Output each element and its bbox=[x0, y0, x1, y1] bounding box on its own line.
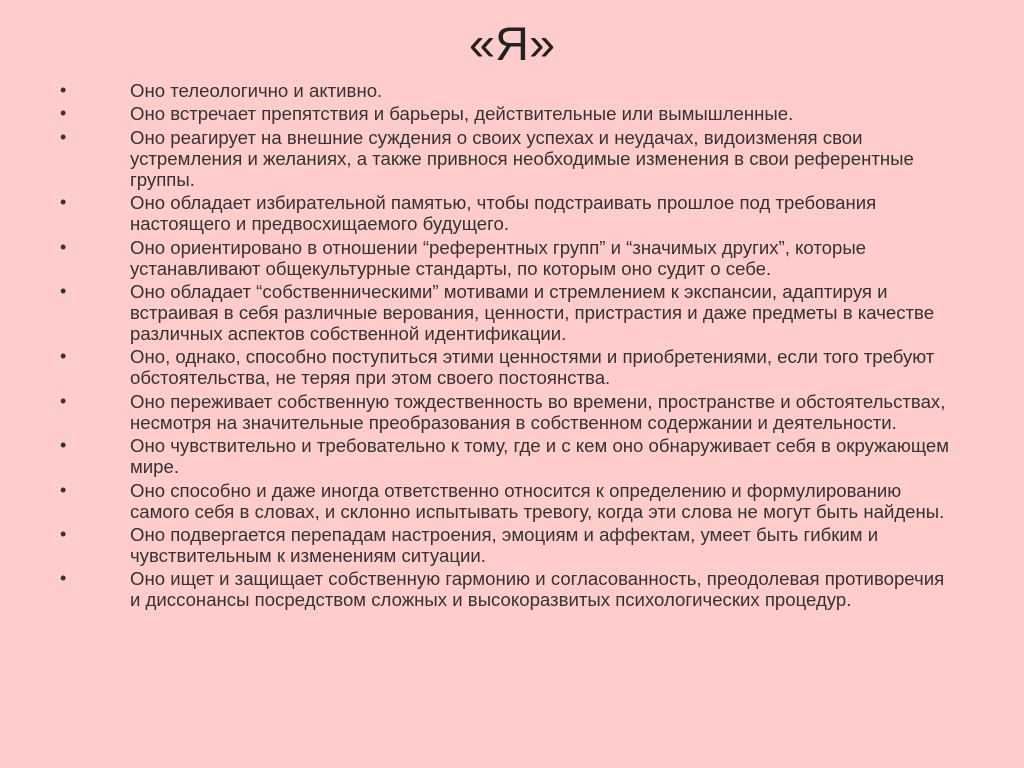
bullet-icon: • bbox=[60, 346, 67, 367]
bullet-icon: • bbox=[60, 126, 67, 147]
bullet-icon: • bbox=[60, 192, 67, 213]
bullet-icon: • bbox=[60, 103, 67, 124]
bullet-item bbox=[0, 346, 1024, 388]
bullet-icon: • bbox=[60, 80, 67, 100]
bullet-item bbox=[0, 435, 1024, 477]
bullet-icon: • bbox=[60, 568, 67, 589]
bullet-item bbox=[0, 568, 1024, 610]
bullet-text: Оно ориентировано в отношении “референтных групп” и “значимых других”, которые устанавливают общекультурные стандарты, по которым оно судит о себе. bbox=[130, 236, 867, 279]
bullet-item bbox=[0, 103, 1024, 124]
bullet-text: Оно подвергается перепадам настроения, эмоциям и аффектам, умеет быть гибким и чувствительным к изменениям ситуации. bbox=[130, 523, 879, 566]
bullet-icon: • bbox=[60, 435, 67, 456]
bullet-text: Оно телеологично и активно. bbox=[130, 80, 383, 101]
bullet-icon: • bbox=[60, 280, 67, 301]
bullet-icon: • bbox=[60, 390, 67, 411]
bullet-list bbox=[0, 80, 1024, 613]
bullet-text: Оно встречает препятствия и барьеры, действительные или вымышленные. bbox=[130, 103, 794, 125]
bullet-item bbox=[0, 281, 1024, 344]
bullet-text: Оно чувствительно и требовательно к тому, где и с кем оно обнаруживает себя в окружающем мире. bbox=[130, 435, 950, 478]
bullet-text: Оно переживает собственную тождественность во времени, пространстве и обстоятельствах, несмотря на значительные преобразования в собственном содержании и деятельности. bbox=[130, 390, 946, 433]
bullet-icon: • bbox=[60, 523, 67, 544]
bullet-text: Оно способно и даже иногда ответственно относится к определению и формулированию самого себя в словах, и склонно испытывать тревогу, когда эти слова не могут быть найдены. bbox=[130, 479, 945, 522]
bullet-text: Оно, однако, способно поступиться этими ценностями и приобретениями, если того требуют обстоятельства, не теряя при этом своего постоянства. bbox=[130, 346, 935, 389]
bullet-text: Оно реагирует на внешние суждения о своих успехах и неудачах, видоизменяя свои устремления и желаниях, а также привнося необходимые изменения в свои референтные группы. bbox=[130, 126, 914, 190]
bullet-item bbox=[0, 391, 1024, 433]
bullet-icon: • bbox=[60, 479, 67, 500]
bullet-item bbox=[0, 237, 1024, 279]
bullet-item bbox=[0, 192, 1024, 234]
bullet-text: Оно обладает “собственническими” мотивами и стремлением к экспансии, адаптируя и встраивая в себя различные верования, ценности, пристрастия и даже предметы в качестве различных аспектов собственной идентификации. bbox=[130, 280, 935, 344]
bullet-item bbox=[0, 80, 1024, 101]
bullet-item bbox=[0, 127, 1024, 190]
bullet-text: Оно обладает избирательной памятью, чтобы подстраивать прошлое под требования настоящего и предвосхищаемого будущего. bbox=[130, 192, 877, 235]
bullet-icon: • bbox=[60, 236, 67, 257]
bullet-item bbox=[0, 524, 1024, 566]
slide-title: «Я» bbox=[468, 17, 556, 70]
bullet-text: Оно ищет и защищает собственную гармонию и согласованность, преодолевая противоречия и диссонансы посредством сложных и высокоразвитых психологических процедур. bbox=[130, 568, 945, 611]
bullet-item bbox=[0, 480, 1024, 522]
